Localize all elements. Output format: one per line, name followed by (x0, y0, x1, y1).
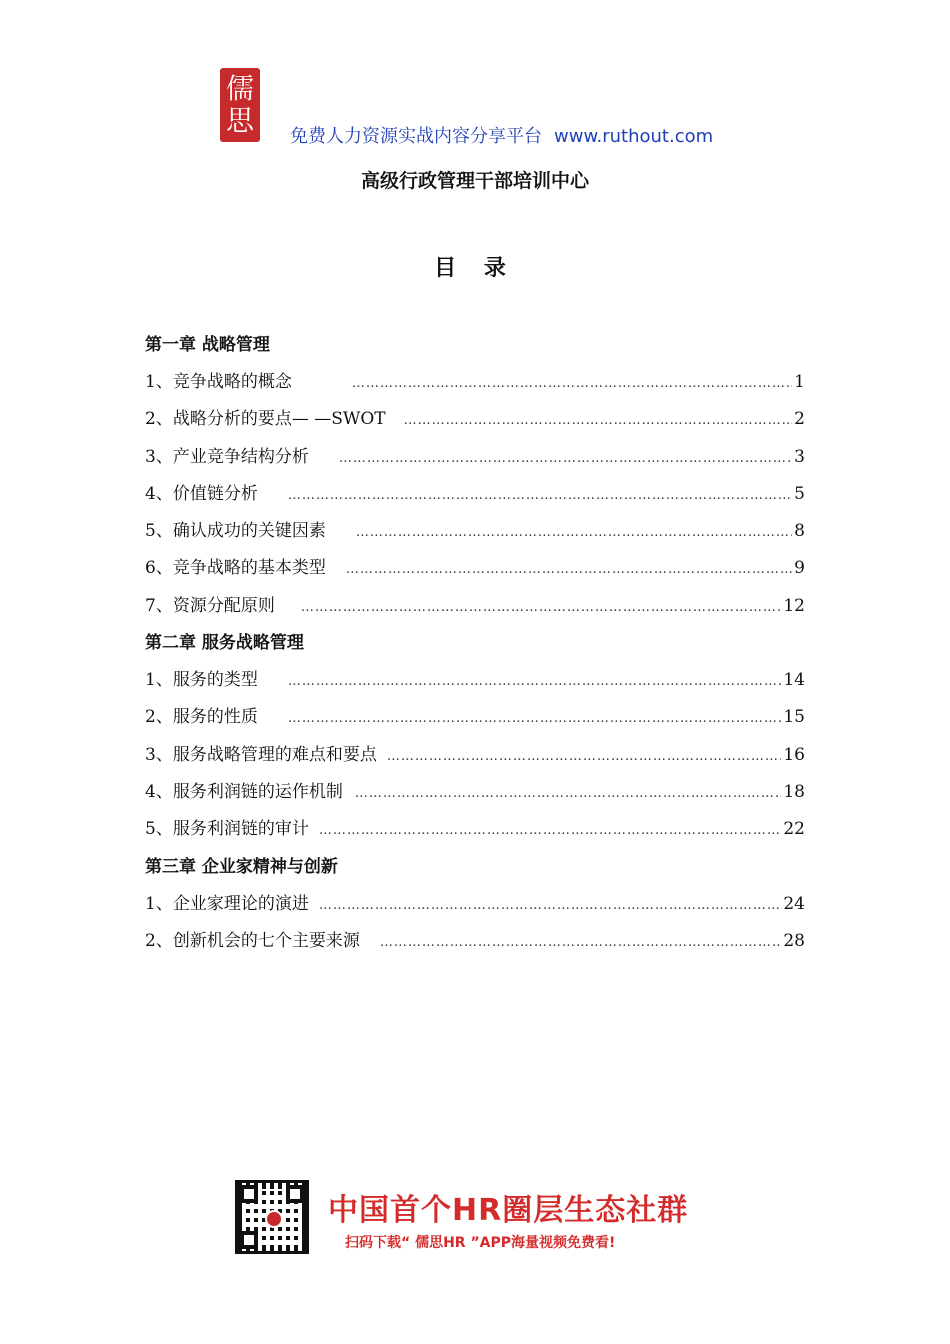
toc-leader-dots (352, 371, 792, 397)
toc-entry-label: 1、服务的类型 (145, 670, 258, 691)
toc-entry-label: 6、竞争战略的基本类型 (145, 558, 326, 579)
qr-finder-bottom-left (240, 1231, 258, 1249)
platform-text: 免费人力资源实战内容分享平台 (290, 126, 542, 147)
seal-char-2: 思 (225, 104, 254, 137)
seal-char-1: 儒 (225, 72, 254, 105)
toc-entry-page: 12 (783, 595, 805, 616)
toc-entry-label: 2、战略分析的要点— —SWOT (145, 409, 386, 430)
table-of-contents (145, 332, 805, 965)
toc-leader-dots (380, 930, 782, 956)
toc-entry-label: 3、产业竞争结构分析 (145, 446, 309, 467)
toc-entry-page: 24 (783, 893, 805, 914)
toc-leader-dots (387, 744, 782, 770)
toc-entry-label: 1、企业家理论的演进 (145, 893, 309, 914)
toc-entry-label: 2、服务的性质 (145, 707, 258, 728)
toc-entry-page: 8 (794, 521, 805, 542)
platform-banner (290, 122, 713, 148)
toc-entry[interactable] (145, 593, 805, 630)
qr-finder-top-left (240, 1185, 258, 1203)
toc-heading: 目 录 (434, 256, 516, 281)
toc-entry-page: 28 (783, 930, 805, 951)
toc-entry-label: 4、价值链分析 (145, 483, 258, 504)
toc-entry-page: 1 (794, 372, 805, 392)
toc-leader-dots (319, 893, 782, 919)
toc-entry-label: 1、竞争战略的概念 (145, 372, 292, 392)
ruthout-seal-logo (220, 68, 260, 142)
toc-entry[interactable] (145, 555, 805, 592)
toc-entry-page: 15 (783, 707, 805, 728)
chapter-3-title: 第三章 企业家精神与创新 (145, 856, 338, 877)
toc-entry-page: 22 (783, 819, 805, 840)
chapter-1-title: 第一章 战略管理 (145, 335, 270, 355)
toc-entry[interactable] (145, 406, 805, 443)
chapter-2-title: 第二章 服务战略管理 (145, 633, 304, 654)
org-title: 高级行政管理干部培训中心 (360, 170, 589, 192)
toc-leader-dots (355, 781, 782, 807)
app-download-qr-code[interactable] (235, 1180, 309, 1254)
toc-entry-label: 5、确认成功的关键因素 (145, 521, 326, 542)
toc-entry[interactable] (145, 481, 805, 518)
toc-entry-label: 4、服务利润链的运作机制 (145, 781, 343, 802)
toc-entry-label: 3、服务战略管理的难点和要点 (145, 744, 377, 765)
toc-leader-dots (288, 669, 782, 695)
toc-leader-dots (346, 557, 792, 583)
footer-app-promo: 扫码下载“ 儒思HR ”APP海量视频免费看! (345, 1235, 616, 1251)
toc-entry-page: 18 (783, 781, 805, 802)
toc-entry-page: 3 (794, 446, 805, 467)
toc-leader-dots (404, 408, 793, 434)
toc-entry-label: 5、服务利润链的审计 (145, 819, 309, 840)
toc-entry-page: 9 (794, 558, 805, 579)
toc-entry-label: 7、资源分配原则 (145, 595, 275, 616)
toc-entry-page: 5 (794, 483, 805, 504)
toc-leader-dots (356, 520, 792, 546)
toc-entry[interactable] (145, 891, 805, 928)
toc-entry[interactable] (145, 742, 805, 779)
toc-entry-label: 2、创新机会的七个主要来源 (145, 930, 360, 951)
toc-entry[interactable] (145, 369, 805, 406)
toc-leader-dots (339, 446, 792, 472)
qr-finder-top-right (286, 1185, 304, 1203)
toc-entry[interactable] (145, 444, 805, 481)
platform-url-link[interactable]: www.ruthout.com (554, 126, 714, 147)
toc-leader-dots (301, 595, 782, 621)
toc-entry[interactable] (145, 928, 805, 965)
qr-center-logo (265, 1210, 283, 1228)
toc-entry[interactable] (145, 667, 805, 704)
toc-leader-dots (288, 483, 792, 509)
toc-entry[interactable] (145, 779, 805, 816)
toc-entry[interactable] (145, 704, 805, 741)
toc-entry[interactable] (145, 816, 805, 853)
toc-leader-dots (319, 818, 782, 844)
toc-entry[interactable] (145, 518, 805, 555)
footer-slogan: 中国首个HR圈层生态社群 (328, 1193, 689, 1228)
toc-entry-page: 16 (783, 744, 805, 765)
toc-leader-dots (288, 706, 782, 732)
toc-entry-page: 14 (783, 670, 805, 691)
toc-entry-page: 2 (794, 409, 805, 430)
